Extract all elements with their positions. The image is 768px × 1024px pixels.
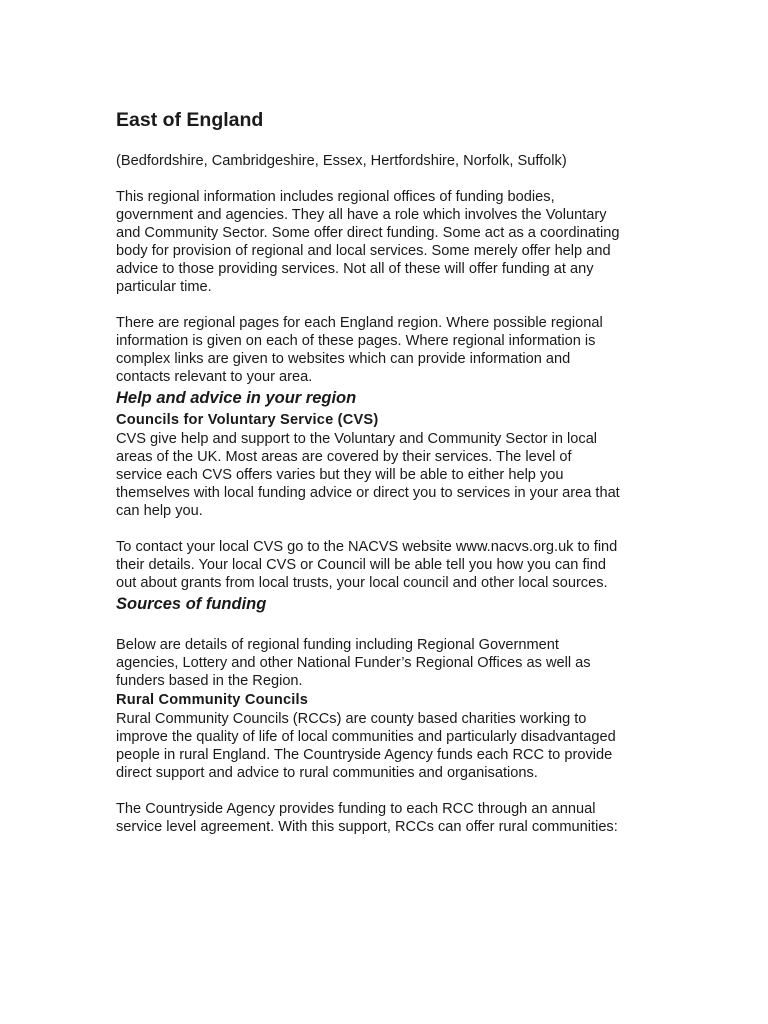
rcc-paragraph-2	[116, 800, 661, 836]
funding-paragraph	[116, 636, 661, 690]
page-title: East of England	[116, 109, 264, 131]
text-line: agencies, Lottery and other National Funder’s Regional Offices as well as	[116, 655, 591, 671]
text-line: complex links are given to websites which can provide information and	[116, 351, 571, 367]
rcc-heading: Rural Community Councils	[116, 692, 309, 708]
document-page	[116, 106, 661, 836]
text-line: To contact your local CVS go to the NACVS website www.nacvs.org.uk to find	[116, 539, 618, 555]
text-line: advice to those providing services. Not all of these will offer funding at any	[116, 261, 594, 277]
text-line: CVS give help and support to the Voluntary and Community Sector in local	[116, 431, 598, 447]
cvs-paragraph-1	[116, 430, 661, 520]
help-heading: Help and advice in your region	[116, 389, 357, 407]
text-line: can help you.	[116, 503, 203, 519]
rcc-paragraph-1	[116, 710, 661, 782]
text-line: service level agreement. With this support, RCCs can offer rural communities:	[116, 819, 618, 835]
text-line: information is given on each of these pages. Where regional information is	[116, 333, 596, 349]
text-line: themselves with local funding advice or direct you to services in your area that	[116, 485, 620, 501]
cvs-paragraph-2	[116, 538, 661, 592]
text-line: contacts relevant to your area.	[116, 369, 313, 385]
text-line: and Community Sector. Some offer direct funding. Some act as a coordinating	[116, 225, 620, 241]
text-line: particular time.	[116, 279, 212, 295]
text-line: funders based in the Region.	[116, 673, 303, 689]
text-line: body for provision of regional and local services. Some merely offer help and	[116, 243, 611, 259]
regions-list: (Bedfordshire, Cambridgeshire, Essex, Hertfordshire, Norfolk, Suffolk)	[116, 153, 567, 169]
cvs-heading: Councils for Voluntary Service (CVS)	[116, 412, 379, 428]
text-line: out about grants from local trusts, your local council and other local sources.	[116, 575, 608, 591]
text-line: their details. Your local CVS or Council will be able tell you how you can find	[116, 557, 606, 573]
text-line: direct support and advice to rural communities and organisations.	[116, 765, 538, 781]
text-line: This regional information includes regional offices of funding bodies,	[116, 189, 555, 205]
text-line: Below are details of regional funding including Regional Government	[116, 637, 559, 653]
funding-heading: Sources of funding	[116, 595, 267, 613]
text-line: There are regional pages for each England region. Where possible regional	[116, 315, 603, 331]
text-line: Rural Community Councils (RCCs) are county based charities working to	[116, 711, 587, 727]
intro-paragraph-1	[116, 188, 661, 296]
text-line: improve the quality of life of local communities and particularly disadvantaged	[116, 729, 616, 745]
text-line: The Countryside Agency provides funding to each RCC through an annual	[116, 801, 596, 817]
text-line: people in rural England. The Countryside Agency funds each RCC to provide	[116, 747, 613, 763]
text-line: service each CVS offers varies but they will be able to either help you	[116, 467, 564, 483]
text-line: areas of the UK. Most areas are covered by their services. The level of	[116, 449, 572, 465]
intro-paragraph-2	[116, 314, 661, 386]
text-line: government and agencies. They all have a role which involves the Voluntary	[116, 207, 607, 223]
